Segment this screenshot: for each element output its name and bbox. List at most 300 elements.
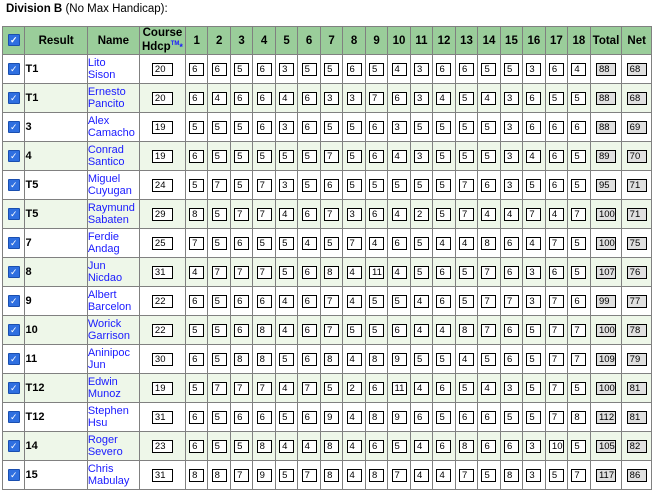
hole-score-cell	[275, 142, 297, 171]
hole-score-cell	[298, 374, 320, 403]
player-name-link[interactable]	[87, 229, 139, 258]
hole-score-cell	[298, 316, 320, 345]
total-cell	[590, 258, 622, 287]
hole-score-cell	[275, 287, 297, 316]
hole-score-cell	[523, 432, 545, 461]
hole-score-cell	[365, 171, 387, 200]
first-name[interactable]: Ernesto	[87, 86, 126, 98]
player-name-link[interactable]	[87, 142, 139, 171]
last-name[interactable]: Santico	[87, 156, 125, 168]
player-name-link[interactable]	[87, 345, 139, 374]
net-cell	[622, 171, 652, 200]
total-cell	[590, 171, 622, 200]
hole-score: 5	[459, 382, 474, 395]
hole-header: 17	[545, 27, 567, 55]
result-cell: 14	[25, 432, 87, 461]
first-name[interactable]: Miguel	[87, 173, 121, 185]
hole-score-cell	[455, 142, 477, 171]
hole-score-cell	[455, 258, 477, 287]
hole-score: 4	[459, 237, 474, 250]
hole-score-cell	[433, 461, 455, 490]
hole-score: 6	[504, 324, 519, 337]
hole-score-cell	[433, 171, 455, 200]
hole-score-cell	[523, 461, 545, 490]
hole-score: 5	[324, 63, 339, 76]
hole-score: 8	[369, 469, 384, 482]
hole-score: 5	[212, 324, 227, 337]
hole-score: 4	[481, 382, 496, 395]
hole-score: 5	[347, 179, 362, 192]
hole-score: 7	[324, 208, 339, 221]
hole-score: 6	[302, 324, 317, 337]
hole-score-cell	[320, 142, 342, 171]
hole-score: 4	[436, 92, 451, 105]
table-row	[3, 287, 652, 316]
hole-score-cell	[343, 461, 365, 490]
hole-score-cell	[275, 55, 297, 84]
select-all-checkbox[interactable]: ✓	[8, 34, 20, 46]
row-checkbox[interactable]: ✓	[8, 92, 20, 104]
hole-score-cell	[275, 258, 297, 287]
hole-score: 5	[189, 179, 204, 192]
net-value: 70	[627, 150, 647, 163]
row-checkbox[interactable]: ✓	[8, 179, 20, 191]
hole-score-cell	[478, 171, 500, 200]
hole-score: 6	[257, 121, 272, 134]
row-checkbox[interactable]: ✓	[8, 382, 20, 394]
hole-score: 6	[302, 92, 317, 105]
total-cell	[590, 287, 622, 316]
hdcp-value: 29	[152, 208, 173, 221]
hole-score-cell	[500, 113, 522, 142]
last-name[interactable]: Severo	[87, 446, 123, 458]
hole-score: 5	[571, 179, 586, 192]
last-name[interactable]: Barcelon	[87, 301, 132, 313]
hole-score: 7	[369, 92, 384, 105]
row-select-cell[interactable]	[3, 55, 25, 84]
hole-score-cell	[523, 374, 545, 403]
hole-score: 6	[189, 411, 204, 424]
hole-score: 7	[212, 266, 227, 279]
hole-score: 3	[526, 266, 541, 279]
hole-score: 11	[369, 266, 384, 279]
row-select-cell[interactable]	[3, 374, 25, 403]
row-select-cell[interactable]	[3, 200, 25, 229]
hole-score: 9	[392, 411, 407, 424]
last-name[interactable]: Cuyugan	[87, 185, 132, 197]
hole-score: 3	[392, 121, 407, 134]
hole-score: 4	[436, 324, 451, 337]
hole-score-cell	[208, 403, 230, 432]
hole-score-cell	[478, 316, 500, 345]
player-name-link[interactable]	[87, 84, 139, 113]
hole-score-cell	[365, 200, 387, 229]
hole-score-cell	[545, 287, 567, 316]
first-name[interactable]: Worick	[87, 318, 122, 330]
hole-score: 5	[347, 121, 362, 134]
hole-score: 3	[526, 469, 541, 482]
player-name-link[interactable]	[87, 432, 139, 461]
last-name[interactable]: Munoz	[87, 388, 121, 400]
hole-score-cell	[523, 316, 545, 345]
player-name-link[interactable]	[87, 113, 139, 142]
hole-score: 9	[257, 469, 272, 482]
net-value: 79	[627, 353, 647, 366]
player-name-link[interactable]	[87, 258, 139, 287]
row-checkbox[interactable]: ✓	[8, 440, 20, 452]
hole-score: 5	[436, 150, 451, 163]
hole-score: 7	[347, 237, 362, 250]
hole-score: 5	[234, 63, 249, 76]
hole-score: 6	[369, 150, 384, 163]
hole-score: 4	[347, 411, 362, 424]
player-name-link[interactable]	[87, 200, 139, 229]
hole-score-cell	[230, 55, 252, 84]
header-row	[3, 27, 652, 55]
hole-score-cell	[478, 345, 500, 374]
hole-score: 6	[369, 382, 384, 395]
row-checkbox[interactable]: ✓	[8, 266, 20, 278]
hdcp-cell	[139, 142, 185, 171]
last-name[interactable]: Jun	[87, 359, 106, 371]
row-select-cell[interactable]	[3, 316, 25, 345]
hole-score-cell	[298, 84, 320, 113]
row-select-cell[interactable]	[3, 258, 25, 287]
first-name[interactable]: Roger	[87, 434, 118, 446]
row-checkbox[interactable]: ✓	[8, 150, 20, 162]
player-name-link[interactable]	[87, 55, 139, 84]
total-value: 95	[596, 179, 616, 192]
hdcp-value: 19	[152, 121, 173, 134]
last-name[interactable]: Camacho	[87, 127, 135, 139]
hole-score-cell	[388, 345, 410, 374]
hole-score-cell	[253, 142, 275, 171]
row-select-cell[interactable]	[3, 142, 25, 171]
total-value: 100	[596, 324, 616, 337]
hole-score-cell	[478, 142, 500, 171]
row-checkbox[interactable]: ✓	[8, 411, 20, 423]
first-name[interactable]: Raymund	[87, 202, 135, 214]
row-select-cell[interactable]	[3, 287, 25, 316]
last-name[interactable]: Hsu	[87, 417, 108, 429]
hole-score-cell	[478, 374, 500, 403]
hole-score-cell	[275, 316, 297, 345]
hole-score: 8	[324, 440, 339, 453]
hole-score-cell	[523, 200, 545, 229]
hole-score-cell	[500, 142, 522, 171]
hole-score: 7	[549, 382, 564, 395]
hole-score: 7	[234, 208, 249, 221]
net-cell	[622, 374, 652, 403]
row-checkbox[interactable]: ✓	[8, 295, 20, 307]
total-cell	[590, 461, 622, 490]
hole-score: 4	[279, 382, 294, 395]
hdcp-header-line1: Course	[142, 27, 183, 40]
hole-score-cell	[275, 374, 297, 403]
net-cell	[622, 229, 652, 258]
hole-score: 6	[302, 295, 317, 308]
hole-score: 4	[302, 440, 317, 453]
last-name[interactable]: Garrison	[87, 330, 131, 342]
hole-score: 6	[189, 353, 204, 366]
hole-score-cell	[185, 374, 207, 403]
hole-score-cell	[365, 461, 387, 490]
hole-score: 7	[549, 411, 564, 424]
hole-score-cell	[410, 316, 432, 345]
hole-score: 5	[257, 237, 272, 250]
hole-score-cell	[208, 200, 230, 229]
hole-score: 9	[392, 353, 407, 366]
last-name[interactable]: Andag	[87, 243, 120, 255]
last-name[interactable]: Sison	[87, 69, 116, 81]
hdcp-cell	[139, 55, 185, 84]
hole-score: 3	[347, 92, 362, 105]
hole-score: 8	[257, 353, 272, 366]
hole-score: 6	[436, 440, 451, 453]
first-name[interactable]: Chris	[87, 463, 114, 475]
hole-score: 8	[257, 440, 272, 453]
row-checkbox[interactable]: ✓	[8, 237, 20, 249]
net-value: 68	[627, 92, 647, 105]
hole-score: 8	[324, 266, 339, 279]
hdcp-value: 31	[152, 266, 173, 279]
hole-score: 5	[279, 266, 294, 279]
hole-header: 16	[523, 27, 545, 55]
hole-score: 4	[369, 237, 384, 250]
hole-score: 5	[481, 150, 496, 163]
last-name[interactable]: Sabaten	[87, 214, 129, 226]
hole-score-cell	[343, 258, 365, 287]
hole-score-cell	[185, 200, 207, 229]
row-checkbox[interactable]: ✓	[8, 353, 20, 365]
first-name[interactable]: Alex	[87, 115, 110, 127]
hole-score-cell	[298, 345, 320, 374]
hole-score-cell	[208, 374, 230, 403]
hdcp-value: 19	[152, 382, 173, 395]
hole-score: 4	[347, 440, 362, 453]
table-row	[3, 113, 652, 142]
result-cell: 3	[25, 113, 87, 142]
hole-score: 4	[526, 150, 541, 163]
hole-score-cell	[253, 200, 275, 229]
hole-score: 6	[459, 411, 474, 424]
hole-score-cell	[545, 142, 567, 171]
player-name-link[interactable]	[87, 461, 139, 490]
net-cell	[622, 316, 652, 345]
hole-score-cell	[545, 229, 567, 258]
hole-score: 6	[369, 121, 384, 134]
hole-score-cell	[410, 345, 432, 374]
hole-score: 7	[234, 266, 249, 279]
row-select-cell[interactable]	[3, 229, 25, 258]
player-name-link[interactable]	[87, 287, 139, 316]
hole-score: 7	[392, 469, 407, 482]
hole-score: 7	[302, 382, 317, 395]
hole-score-cell	[410, 171, 432, 200]
hole-score: 7	[549, 237, 564, 250]
hole-score-cell	[410, 229, 432, 258]
hdcp-cell	[139, 258, 185, 287]
hole-score: 5	[481, 121, 496, 134]
first-name[interactable]: Albert	[87, 289, 117, 301]
hole-score-cell	[545, 374, 567, 403]
row-checkbox[interactable]: ✓	[8, 63, 20, 75]
net-value: 71	[627, 179, 647, 192]
hole-score: 4	[504, 208, 519, 221]
hole-score-cell	[523, 287, 545, 316]
hole-score: 5	[414, 353, 429, 366]
hole-score: 5	[571, 237, 586, 250]
hole-score: 3	[279, 63, 294, 76]
hole-score: 8	[369, 411, 384, 424]
first-name[interactable]: Ferdie	[87, 231, 120, 243]
hole-score-cell	[230, 84, 252, 113]
hole-score-cell	[433, 287, 455, 316]
hole-score: 10	[549, 440, 564, 453]
result-cell: 10	[25, 316, 87, 345]
net-value: 71	[627, 208, 647, 221]
hole-score: 4	[549, 208, 564, 221]
hole-score: 3	[504, 121, 519, 134]
hole-score-cell	[185, 229, 207, 258]
hdcp-cell	[139, 84, 185, 113]
first-name[interactable]: Aninipoc	[87, 347, 131, 359]
total-value: 88	[596, 92, 616, 105]
player-name-link[interactable]	[87, 403, 139, 432]
total-value: 88	[596, 63, 616, 76]
hole-score: 8	[257, 324, 272, 337]
hdcp-cell	[139, 403, 185, 432]
hole-score: 2	[414, 208, 429, 221]
hole-score: 6	[392, 237, 407, 250]
hole-score-cell	[320, 55, 342, 84]
hole-score-cell	[500, 345, 522, 374]
hole-score-cell	[185, 287, 207, 316]
hole-score-cell	[478, 200, 500, 229]
hole-score-cell	[208, 142, 230, 171]
last-name[interactable]: Nicdao	[87, 272, 123, 284]
hole-score-cell	[523, 84, 545, 113]
first-name[interactable]: Edwin	[87, 376, 118, 388]
hole-score-cell	[500, 287, 522, 316]
first-name[interactable]: Jun	[87, 260, 106, 272]
net-cell	[622, 142, 652, 171]
row-checkbox[interactable]: ✓	[8, 469, 20, 481]
row-select-cell[interactable]	[3, 171, 25, 200]
hole-score: 5	[302, 179, 317, 192]
hole-score-cell	[298, 432, 320, 461]
row-select-cell[interactable]	[3, 403, 25, 432]
hole-score: 4	[392, 150, 407, 163]
hole-score-cell	[433, 403, 455, 432]
hole-score: 6	[549, 150, 564, 163]
row-select-cell[interactable]	[3, 113, 25, 142]
net-value: 75	[627, 237, 647, 250]
hole-score-cell	[343, 316, 365, 345]
total-value: 89	[596, 150, 616, 163]
hole-score: 5	[526, 382, 541, 395]
first-name[interactable]: Conrad	[87, 144, 124, 156]
total-value: 100	[596, 237, 616, 250]
hole-score-cell	[500, 84, 522, 113]
hole-score: 2	[347, 382, 362, 395]
row-checkbox[interactable]: ✓	[8, 208, 20, 220]
hole-score: 7	[324, 324, 339, 337]
hole-score-cell	[478, 229, 500, 258]
hole-score: 5	[369, 295, 384, 308]
hole-score-cell	[388, 374, 410, 403]
hole-score: 5	[526, 179, 541, 192]
result-cell: T12	[25, 403, 87, 432]
hole-score: 8	[504, 469, 519, 482]
row-checkbox[interactable]: ✓	[8, 121, 20, 133]
hole-score: 4	[347, 295, 362, 308]
first-name[interactable]: Lito	[87, 57, 106, 69]
net-cell	[622, 287, 652, 316]
hole-score-cell	[343, 374, 365, 403]
result-cell: T1	[25, 55, 87, 84]
player-name-link[interactable]	[87, 171, 139, 200]
first-name[interactable]: Stephen	[87, 405, 129, 417]
hole-score-cell	[500, 258, 522, 287]
hdcp-cell	[139, 345, 185, 374]
hole-score: 4	[189, 266, 204, 279]
row-select-cell[interactable]	[3, 345, 25, 374]
hole-score-cell	[410, 461, 432, 490]
hole-score: 5	[459, 92, 474, 105]
hole-score: 7	[234, 382, 249, 395]
result-cell: 8	[25, 258, 87, 287]
hole-score: 6	[459, 63, 474, 76]
division-label: Division B	[6, 3, 63, 15]
result-cell: T1	[25, 84, 87, 113]
total-cell	[590, 113, 622, 142]
hole-score: 7	[257, 382, 272, 395]
hole-score: 6	[189, 440, 204, 453]
hole-score-cell	[545, 432, 567, 461]
hole-score: 7	[324, 150, 339, 163]
division-title	[6, 1, 168, 18]
player-name-link[interactable]	[87, 316, 139, 345]
hole-score: 5	[212, 208, 227, 221]
hole-score: 5	[189, 382, 204, 395]
hole-score-cell	[455, 113, 477, 142]
hole-score: 8	[189, 208, 204, 221]
player-name-link[interactable]	[87, 374, 139, 403]
hole-score: 7	[302, 469, 317, 482]
row-select-cell[interactable]	[3, 461, 25, 490]
hole-score: 7	[189, 237, 204, 250]
row-select-cell[interactable]	[3, 432, 25, 461]
last-name[interactable]: Pancito	[87, 98, 125, 110]
course-hdcp-header	[139, 27, 185, 55]
last-name[interactable]: Mabulay	[87, 475, 130, 487]
total-cell	[590, 84, 622, 113]
select-all-cell[interactable]	[3, 27, 25, 55]
hole-score: 9	[324, 411, 339, 424]
hole-score-cell	[365, 316, 387, 345]
hole-score: 3	[279, 179, 294, 192]
hole-score: 6	[347, 63, 362, 76]
hole-score: 6	[234, 411, 249, 424]
table-row	[3, 403, 652, 432]
hole-score: 5	[257, 150, 272, 163]
row-checkbox[interactable]: ✓	[8, 324, 20, 336]
hdcp-cell	[139, 113, 185, 142]
hole-score: 5	[436, 208, 451, 221]
row-select-cell[interactable]	[3, 84, 25, 113]
hole-score-cell	[433, 345, 455, 374]
